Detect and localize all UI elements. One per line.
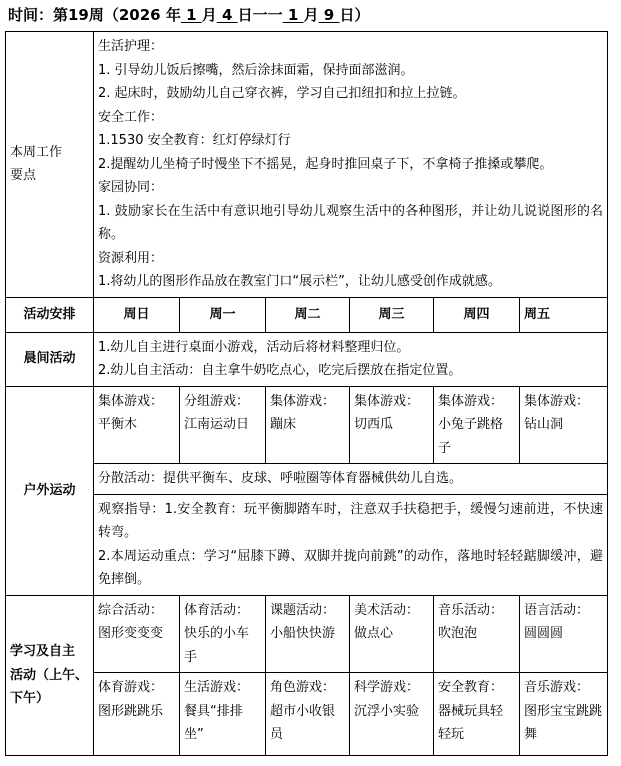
activity-type: 课题活动： <box>270 602 336 618</box>
learning-cell <box>520 673 608 756</box>
activity-name: 图形变变变 <box>98 626 164 641</box>
game-name: 蹦床 <box>270 417 297 432</box>
activity-name: 圆圆圆 <box>524 626 564 641</box>
start-day: 4 <box>216 6 238 24</box>
outdoor-label: 户外运动 <box>6 386 94 595</box>
guidance-line: 2.本周运动重点：学习“屈膝下蹲、双脚并拢向前跳”的动作，落地时轻轻踮脚缓冲，避免摔倒。 <box>98 548 604 587</box>
game-type: 集体游戏： <box>524 393 590 409</box>
focus-line: 2. 起床时，鼓励幼儿自己穿衣裤，学习自己扣纽扣和拉上拉链。 <box>98 86 466 101</box>
game-type: 集体游戏： <box>270 393 336 409</box>
guidance-line: 观察指导：1.安全教育：玩平衡脚踏车时，注意双手扶稳把手，缓慢匀速前进，不快速转弯。 <box>98 501 604 540</box>
date-separator: 日一一 <box>237 6 283 24</box>
learning-cell <box>350 595 434 673</box>
activity-name: 沉浮小实验 <box>354 703 420 719</box>
learning-cell <box>350 673 434 756</box>
game-name: 平衡木 <box>98 417 138 432</box>
focus-line: 资源利用： <box>98 250 164 266</box>
activity-type: 角色游戏： <box>270 680 336 695</box>
week-focus-label-line: 本周工作 <box>10 144 63 160</box>
outdoor-games-row <box>6 386 608 464</box>
outdoor-game-cell <box>94 386 180 464</box>
day-header: 周二 <box>266 297 350 332</box>
outdoor-free-activity: 分散活动：提供平衡车、皮球、呼啦圈等体育器械供幼儿自选。 <box>94 464 608 495</box>
game-type: 分组游戏： <box>184 393 250 409</box>
focus-line: 家园协同： <box>98 180 164 195</box>
activity-name: 小船快快游 <box>270 626 336 641</box>
outdoor-game-cell <box>350 386 434 464</box>
activity-name: 器械玩具轻轻玩 <box>438 703 504 742</box>
page-title <box>8 4 613 26</box>
activity-type: 语言活动： <box>524 602 590 618</box>
learning-label <box>6 595 94 756</box>
day-header: 周五 <box>520 297 608 332</box>
activity-name: 图形跳跳乐 <box>98 703 164 719</box>
learning-label-line: 下午） <box>10 691 50 706</box>
day-header: 周三 <box>350 297 434 332</box>
learning-cell <box>94 595 180 673</box>
month-word: 月 <box>201 6 217 24</box>
schedule-header-row <box>6 297 608 332</box>
focus-line: 1. 引导幼儿饭后擦嘴，然后涂抹面霜，保持面部滋润。 <box>98 62 414 78</box>
title-suffix: 日） <box>339 6 370 24</box>
focus-line: 1.1530 安全教育：红灯停绿灯行 <box>98 133 291 148</box>
learning-cell <box>180 673 266 756</box>
activity-type: 体育活动： <box>184 602 250 618</box>
game-name: 钻山洞 <box>524 417 564 432</box>
game-name: 江南运动日 <box>184 417 250 432</box>
focus-line: 安全工作： <box>98 109 164 125</box>
day-header: 周四 <box>434 297 520 332</box>
outdoor-game-cell <box>434 386 520 464</box>
morning-content <box>94 332 608 386</box>
week-focus-content <box>94 32 608 298</box>
learning-cell <box>434 673 520 756</box>
activity-type: 综合活动： <box>98 602 164 618</box>
schedule-header-label: 活动安排 <box>6 297 94 332</box>
activity-name: 快乐的小车手 <box>184 626 250 665</box>
game-name: 切西瓜 <box>354 417 394 432</box>
activity-name: 餐具“排排坐” <box>184 703 243 742</box>
focus-line: 2.提醒幼儿坐椅子时慢坐下不摇晃，起身时推回桌子下，不拿椅子推搡或攀爬。 <box>98 156 553 172</box>
focus-line: 生活护理： <box>98 39 164 54</box>
learning-label-line: 学习及自主 <box>10 644 76 659</box>
morning-label: 晨间活动 <box>6 332 94 386</box>
end-day: 9 <box>318 6 340 24</box>
title-prefix: 时间：第19周（2026 年 <box>8 6 181 24</box>
activity-type: 安全教育： <box>438 680 504 695</box>
activity-type: 美术活动： <box>354 602 420 618</box>
activity-type: 科学游戏： <box>354 680 420 695</box>
learning-label-line: 活动（上午、 <box>10 667 89 683</box>
month-word-2: 月 <box>303 6 319 24</box>
activity-type: 生活游戏： <box>184 680 250 695</box>
activity-name: 做点心 <box>354 626 394 641</box>
end-month: 1 <box>282 6 304 24</box>
outdoor-game-cell <box>180 386 266 464</box>
week-focus-label-line: 要点 <box>10 168 37 184</box>
outdoor-game-cell <box>520 386 608 464</box>
learning-pm-row <box>6 673 608 756</box>
learning-cell <box>520 595 608 673</box>
activity-type: 音乐游戏： <box>524 680 590 695</box>
focus-line: 1.将幼儿的图形作品放在教室门口“展示栏”，让幼儿感受创作成就感。 <box>98 274 501 289</box>
learning-cell <box>266 673 350 756</box>
learning-cell <box>94 673 180 756</box>
activity-type: 体育游戏： <box>98 680 164 695</box>
focus-line: 1. 鼓励家长在生活中有意识地引导幼儿观察生活中的各种图形，并让幼儿说说图形的名称。 <box>98 203 604 242</box>
learning-am-row <box>6 595 608 673</box>
day-header: 周日 <box>94 297 180 332</box>
activity-name: 吹泡泡 <box>438 626 478 641</box>
week-focus-label <box>6 32 94 298</box>
learning-cell <box>180 595 266 673</box>
weekly-plan-table <box>5 31 608 756</box>
week-focus-row <box>6 32 608 298</box>
game-name: 小兔子跳格子 <box>438 417 504 456</box>
game-type: 集体游戏： <box>438 393 504 409</box>
outdoor-guidance <box>94 494 608 595</box>
activity-name: 图形宝宝跳跳舞 <box>524 703 603 742</box>
learning-cell <box>434 595 520 673</box>
activity-name: 超市小收银员 <box>270 703 336 742</box>
outdoor-guidance-row <box>6 494 608 595</box>
outdoor-free-row <box>6 464 608 495</box>
morning-line: 2.幼儿自主活动：自主拿牛奶吃点心，吃完后摆放在指定位置。 <box>98 363 462 378</box>
outdoor-game-cell <box>266 386 350 464</box>
activity-type: 音乐活动： <box>438 602 504 618</box>
morning-row <box>6 332 608 386</box>
learning-cell <box>266 595 350 673</box>
game-type: 集体游戏： <box>354 393 420 409</box>
game-type: 集体游戏： <box>98 393 164 409</box>
morning-line: 1.幼儿自主进行桌面小游戏，活动后将材料整理归位。 <box>98 339 410 355</box>
start-month: 1 <box>180 6 202 24</box>
day-header: 周一 <box>180 297 266 332</box>
